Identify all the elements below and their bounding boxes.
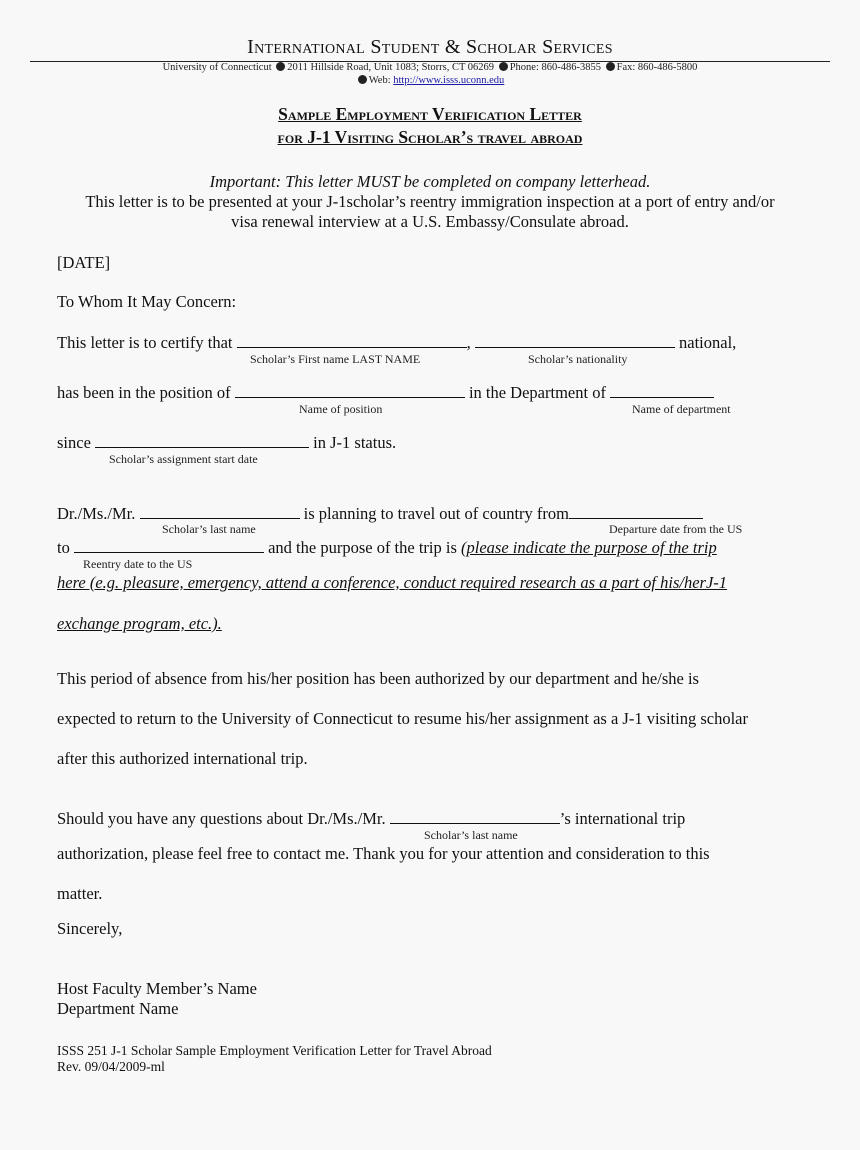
travel-line: Dr./Ms./Mr. is planning to travel out of country from [57, 504, 703, 524]
questions-line3: matter. [57, 884, 103, 903]
label-nationality: Scholar’s nationality [528, 352, 628, 366]
label-position: Name of position [299, 402, 383, 416]
reentry-date-blank[interactable] [74, 538, 264, 553]
position-blank[interactable] [235, 383, 465, 398]
label-reentry-date: Reentry date to the US [83, 557, 193, 571]
reentry-line: to and the purpose of the trip is (please indicate the purpose of the trip [57, 538, 717, 557]
salutation: To Whom It May Concern: [57, 292, 237, 311]
label-travel-last-name: Scholar’s last name [162, 522, 256, 536]
address-line: University of Connecticut 2011 Hillside Road, Unit 1083; Storrs, CT 06269 Phone: 860-486-3855 Fax: 860-486-5800 [162, 62, 698, 73]
questions-line1: Should you have any questions about Dr./Ms./Mr. ’s international trip [57, 809, 686, 828]
label-departure-date: Departure date from the US [609, 522, 743, 536]
nationality-blank[interactable] [475, 333, 675, 348]
start-date-blank[interactable] [95, 433, 309, 448]
purpose-line2: here (e.g. pleasure, emergency, attend a conference, conduct required research as a part of his/herJ-1 [57, 573, 728, 592]
intro-line3: visa renewal interview at a U.S. Embassy/Consulate abroad. [231, 212, 629, 231]
label-questions-last-name: Scholar’s last name [424, 828, 518, 842]
department-blank[interactable] [610, 383, 714, 398]
important-note: Important: This letter MUST be completed on company letterhead. [209, 172, 651, 191]
footer-form-id: ISSS 251 J-1 Scholar Sample Employment Verification Letter for Travel Abroad [57, 1043, 492, 1058]
closing: Sincerely, [57, 919, 123, 938]
globe-icon [606, 62, 615, 71]
absence-line2: expected to return to the University of Connecticut to resume his/her assignment as a J-1 visiting scholar [57, 709, 749, 728]
certify-line: This letter is to certify that , national, [57, 333, 737, 352]
letter-title-line1: Sample Employment Verification Letter [278, 104, 582, 124]
purpose-line3: exchange program, etc.). [57, 614, 222, 633]
position-line: has been in the position of in the Department of [57, 383, 714, 403]
signature-department: Department Name [57, 999, 179, 1018]
label-scholar-name: Scholar’s First name LAST NAME [250, 352, 421, 366]
absence-line1: This period of absence from his/her position has been authorized by our department and he/she is [57, 669, 699, 688]
website-link[interactable]: http://www.isss.uconn.edu [393, 75, 505, 86]
globe-icon [358, 75, 367, 84]
footer-revision: Rev. 09/04/2009-ml [57, 1059, 165, 1074]
travel-last-name-blank[interactable] [140, 504, 300, 519]
signature-name: Host Faculty Member’s Name [57, 979, 257, 998]
absence-line3: after this authorized international trip. [57, 749, 308, 768]
departure-date-blank[interactable] [569, 504, 703, 519]
globe-icon [499, 62, 508, 71]
scholar-name-blank[interactable] [237, 333, 467, 348]
label-start-date: Scholar’s assignment start date [109, 452, 258, 466]
globe-icon [276, 62, 285, 71]
intro-line2: This letter is to be presented at your J-1scholar’s reentry immigration inspection at a port of entry and/or [85, 192, 775, 211]
letter-title-line2: for J-1 Visiting Scholar’s travel abroad [277, 127, 583, 147]
web-line: Web: http://www.isss.uconn.edu [0, 75, 860, 86]
since-line: since in J-1 status. [57, 433, 397, 452]
questions-last-name-blank[interactable] [390, 809, 560, 824]
date-placeholder: [DATE] [57, 253, 111, 272]
label-department: Name of department [632, 402, 731, 416]
questions-line2: authorization, please feel free to contact me. Thank you for your attention and consideration to this [57, 844, 710, 863]
organization-title: International Student & Scholar Services [247, 36, 613, 58]
